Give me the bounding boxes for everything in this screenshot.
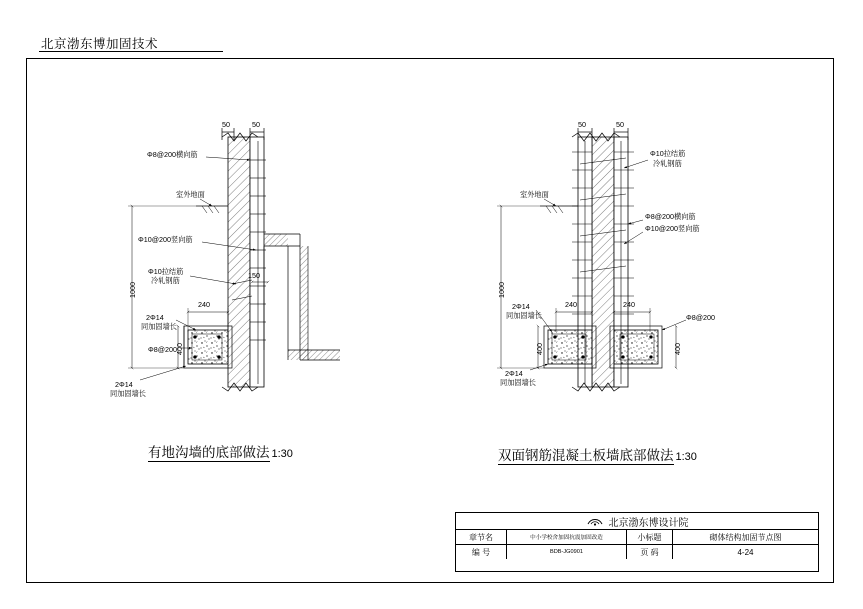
label-right-1: 冷轧钢筋 <box>653 159 682 168</box>
label-right-14: 同加固墙长 <box>500 378 536 387</box>
title-block-label-subtitle: 小标题 <box>626 530 672 544</box>
dim-left-50a: 50 <box>222 120 230 129</box>
page-header-company: 北京渤东博加固技术 <box>41 37 159 51</box>
dim-left-240: 240 <box>198 300 210 309</box>
label-left-1: 室外地面 <box>176 190 205 199</box>
label-left-9: Φ8@200 <box>148 345 178 354</box>
label-right-0: Φ10拉结筋 <box>650 149 686 158</box>
title-block-value-number: BDB-JG0901 <box>506 545 626 559</box>
dim-left-400: 400 <box>175 343 184 355</box>
title-block-logo-row <box>456 513 818 529</box>
figure-caption-left-title: 有地沟墙的底部做法 <box>148 445 270 460</box>
dim-right-240b: 240 <box>623 300 635 309</box>
label-left-13: 同加固墙长 <box>110 389 146 398</box>
dim-right-50b: 50 <box>616 120 624 129</box>
dim-right-400a: 400 <box>535 343 544 355</box>
dim-left-50b: 50 <box>252 120 260 129</box>
title-block-value-chapter: 中小学校舍加固抗震加固改造 <box>506 530 626 544</box>
title-block-value-page: 4-24 <box>672 545 818 559</box>
figure-caption-right <box>498 444 697 464</box>
company-logo-icon <box>586 516 604 527</box>
label-left-12: 2Φ14 <box>115 380 133 389</box>
title-block-label-number: 编 号 <box>471 547 491 557</box>
title-block-row-2 <box>456 544 818 559</box>
dim-right-400b: 400 <box>673 343 682 355</box>
title-block-label-page: 页 码 <box>626 545 672 559</box>
figure-caption-right-scale: 1:30 <box>675 451 697 463</box>
figure-caption-right-title: 双面钢筋混凝土板墙底部做法 <box>498 448 674 463</box>
dim-right-1000: 1000 <box>497 282 506 298</box>
title-block-label-chapter: 章节名 <box>469 532 493 542</box>
label-left-0: Φ8@200横向筋 <box>147 150 198 159</box>
dim-left-1000: 1000 <box>128 282 137 298</box>
title-block-row-1 <box>456 529 818 544</box>
label-right-8: Φ8@200 <box>686 313 716 322</box>
title-block <box>455 512 819 572</box>
label-right-13: 2Φ14 <box>505 369 523 378</box>
label-right-9: 2Φ14 <box>512 302 530 311</box>
label-left-7: 2Φ14 <box>146 313 164 322</box>
title-block-company: 北京渤东博设计院 <box>608 517 689 529</box>
label-left-2: Φ10@200竖向筋 <box>138 235 193 244</box>
label-left-3: Φ10拉结筋 <box>148 267 184 276</box>
figure-caption-left-scale: 1:30 <box>271 448 293 460</box>
label-right-2: 室外地面 <box>520 190 549 199</box>
label-right-4: Φ10@200竖向筋 <box>645 224 700 233</box>
title-block-value-subtitle: 砌体结构加固节点图 <box>672 530 818 544</box>
title-block-logo-cell <box>456 513 818 529</box>
dim-right-240a: 240 <box>565 300 577 309</box>
label-right-3: Φ8@200横向筋 <box>645 212 696 221</box>
label-left-4: 冷轧钢筋 <box>151 276 180 285</box>
figure-caption-left <box>148 441 293 461</box>
label-left-8: 同加固墙长 <box>141 322 177 331</box>
dim-right-50a: 50 <box>578 120 586 129</box>
dim-left-150: 150 <box>248 271 260 280</box>
label-right-10: 同加固墙长 <box>506 311 542 320</box>
